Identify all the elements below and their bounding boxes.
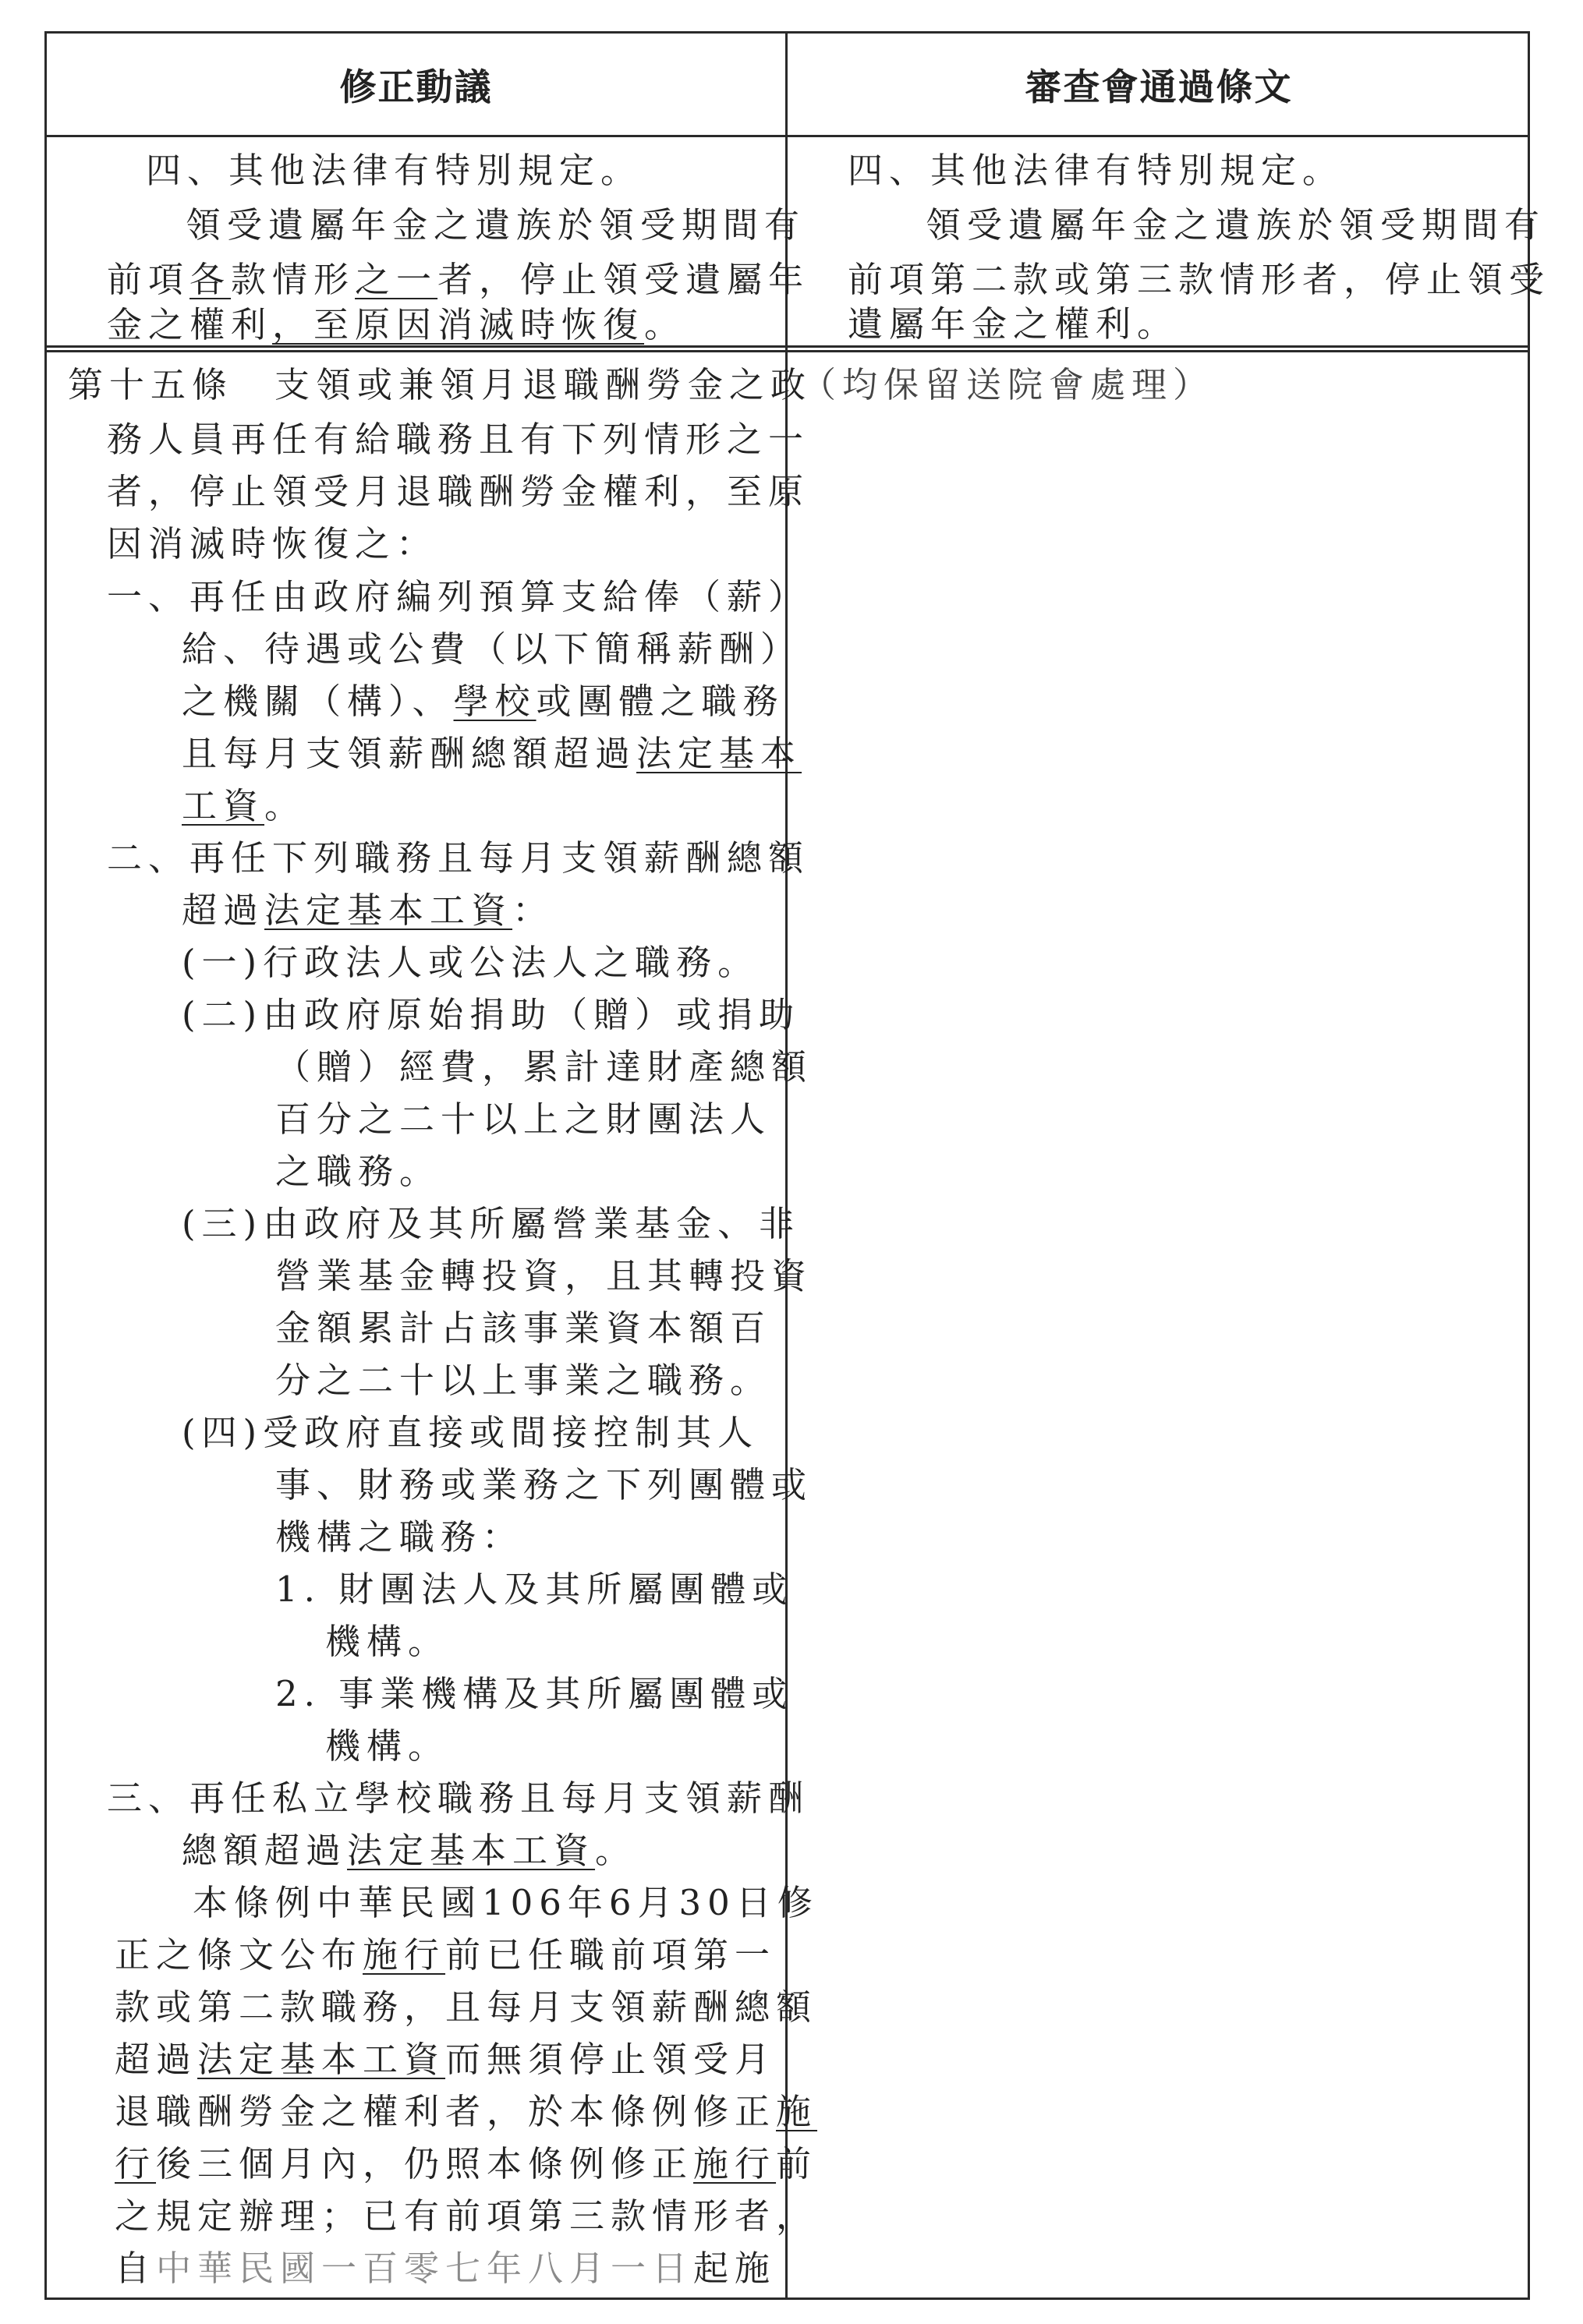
text-segment: （贈）經費，累計達財產總額 (275, 1046, 813, 1088)
text-segment: (三)由政府及其所屬營業基金、非 (182, 1203, 801, 1244)
text-segment: (一)行政法人或公法人之職務。 (182, 942, 760, 983)
underlined-text: 學校 (453, 681, 537, 722)
reserved-note: （均保留送院會處理） (801, 364, 1215, 405)
article-15-line (182, 937, 759, 989)
underlined-text: 工資 (182, 785, 265, 826)
text-segment: 第十五條 支領或兼領月退職酬勞金之政 (68, 364, 813, 405)
article-15-line (193, 1877, 819, 1929)
article-15-line (275, 1094, 771, 1145)
text-segment: 二、再任下列職務且每月支領薪酬總額 (107, 837, 810, 879)
text-segment: 中華民國一百零七年八月一日 (156, 2248, 694, 2289)
article-15-line (275, 1355, 771, 1406)
underlined-text: 法定基本 (636, 733, 802, 774)
text-segment: 四、其他法律有特別規定。 (848, 150, 1344, 191)
article-15-line (115, 1930, 776, 1981)
article-15-line (182, 1407, 759, 1459)
row1-left-line (146, 145, 642, 196)
article-15-line (107, 518, 437, 570)
text-segment: 超過 (182, 890, 265, 931)
article-15-line (115, 2086, 817, 2138)
article-15-line (182, 780, 306, 832)
article-15-line (275, 1512, 523, 1563)
underlined-text: 施行 (363, 1934, 446, 1976)
text-segment: 退職酬勞金之權利者，於本條例修正 (115, 2091, 777, 2132)
text-segment: 前 (776, 2143, 818, 2184)
article-15-line (68, 359, 812, 411)
text-segment: 機構之職務： (275, 1516, 524, 1558)
text-segment: 前項 (107, 259, 190, 300)
underlined-text: 之一 (355, 259, 438, 300)
underlined-text: 施行 (693, 2143, 777, 2184)
underlined-text: 法定基本工資 (264, 890, 513, 931)
text-segment: 本條例中華民國106年6月30日修 (193, 1882, 819, 1923)
text-segment: 領受遺屬年金之遺族於領受期間有 (186, 204, 806, 246)
text-segment: (二)由政府原始捐助（贈）或捐助 (182, 994, 801, 1035)
text-segment: ： (512, 890, 554, 931)
article-15-line (275, 1459, 813, 1511)
article-15-line (275, 1146, 441, 1197)
article-15-line (107, 833, 809, 884)
text-segment: 因消滅時恢復之： (107, 523, 438, 564)
text-segment: 款情形 (231, 259, 356, 300)
text-segment: 之規定辦理；已有前項第三款情形者， (115, 2195, 818, 2237)
underlined-text: 各 (189, 259, 232, 300)
header-amendment-motion: 修正動議 (339, 65, 493, 109)
article-15-line (275, 1668, 793, 1720)
text-segment: 之機關（構）、 (182, 681, 454, 722)
underlined-text: ，至原因消滅時恢復 (272, 304, 645, 345)
text-segment: 2. 事業機構及其所屬團體或 (275, 1673, 794, 1714)
article-15-line (107, 466, 809, 518)
article-15-line (275, 1564, 793, 1615)
text-segment: 自 (115, 2248, 157, 2289)
text-segment: 領受遺屬年金之遺族於領受期間有 (926, 204, 1546, 246)
text-segment: 機構。 (325, 1621, 450, 1662)
article-15-line (115, 2034, 776, 2085)
text-segment: 。 (644, 304, 686, 345)
text-segment: 三、再任私立學校職務且每月支領薪酬 (107, 1777, 810, 1819)
article-15-line (182, 676, 784, 727)
text-segment: 。 (595, 1830, 637, 1871)
row1-left-line (186, 200, 806, 251)
row1-right-line (926, 200, 1546, 251)
text-segment: (四)受政府直接或間接控制其人 (182, 1412, 760, 1453)
header-divider (47, 135, 1528, 137)
text-segment: 分之二十以上事業之職務。 (275, 1360, 772, 1401)
text-segment: 正之條文公布 (115, 1934, 363, 1976)
text-segment: 務人員再任有給職務且有下列情形之一 (107, 419, 810, 460)
text-segment: 前項第二款或第三款情形者，停止領受 (848, 259, 1551, 300)
text-segment: 1. 財團法人及其所屬團體或 (275, 1569, 794, 1610)
article-15-line (275, 1042, 813, 1093)
text-segment: 四、其他法律有特別規定。 (146, 150, 643, 191)
article-15-line (107, 571, 809, 623)
text-segment: 總額超過 (182, 1830, 348, 1871)
article-15-line (115, 1982, 817, 2033)
text-segment: 而無須停止領受月 (445, 2039, 777, 2080)
article-15-line (115, 2243, 776, 2294)
article-15-line (182, 989, 800, 1041)
article-15-line (182, 1198, 800, 1250)
article-15-line (325, 1616, 449, 1668)
text-segment: 且每月支領薪酬總額超過 (182, 733, 637, 774)
text-segment: 營業基金轉投資，且其轉投資 (275, 1255, 813, 1296)
article-15-line (115, 2191, 817, 2242)
text-segment: 者，停止領受月退職酬勞金權利，至原 (107, 471, 810, 512)
article-15-line (275, 1250, 813, 1302)
text-segment: 或團體之職務 (536, 681, 784, 722)
article-15-line (325, 1721, 449, 1772)
row1-right-line (848, 299, 1178, 350)
row1-right-line (848, 145, 1344, 196)
article-15-line (115, 2138, 817, 2190)
underlined-text: 行 (115, 2143, 157, 2184)
article-15-line (107, 414, 809, 465)
header-committee-passed-text: 審查會通過條文 (1025, 65, 1293, 109)
text-segment: 之職務。 (275, 1151, 441, 1192)
article-15-line (182, 1825, 636, 1877)
text-segment: 給、待遇或公費（以下簡稱薪酬） (182, 628, 802, 670)
text-segment: 前已任職前項第一 (445, 1934, 777, 1976)
text-segment: 機構。 (325, 1725, 450, 1767)
text-segment: 金之權利 (107, 304, 273, 345)
underlined-text: 法定基本工資 (197, 2039, 446, 2080)
text-segment: 遺屬年金之權利。 (848, 303, 1179, 345)
article-15-line (275, 1303, 771, 1354)
text-segment: 金額累計占該事業資本額百 (275, 1307, 772, 1349)
row1-left-line (107, 254, 809, 306)
text-segment: 。 (264, 785, 306, 826)
article-15-line (182, 728, 802, 780)
article-15-line (182, 624, 802, 675)
article-15-line (107, 1773, 809, 1824)
underlined-text: 法定基本工資 (347, 1830, 596, 1871)
text-segment: 後三個月內，仍照本條例修正 (156, 2143, 694, 2184)
text-segment: 百分之二十以上之財團法人 (275, 1098, 772, 1140)
text-segment: 超過 (115, 2039, 198, 2080)
row1-left-line (107, 299, 685, 351)
text-segment: 起施 (693, 2248, 777, 2289)
article-15-line (182, 885, 554, 936)
text-segment: 者，停止領受遺屬年 (437, 259, 810, 300)
text-segment: 事、財務或業務之下列團體或 (275, 1464, 813, 1505)
text-segment: 一、再任由政府編列預算支給俸（薪） (107, 576, 810, 617)
underlined-text: 施 (776, 2091, 818, 2132)
comparison-table (44, 31, 1551, 2300)
text-segment: 款或第二款職務，且每月支領薪酬總額 (115, 1986, 818, 2028)
